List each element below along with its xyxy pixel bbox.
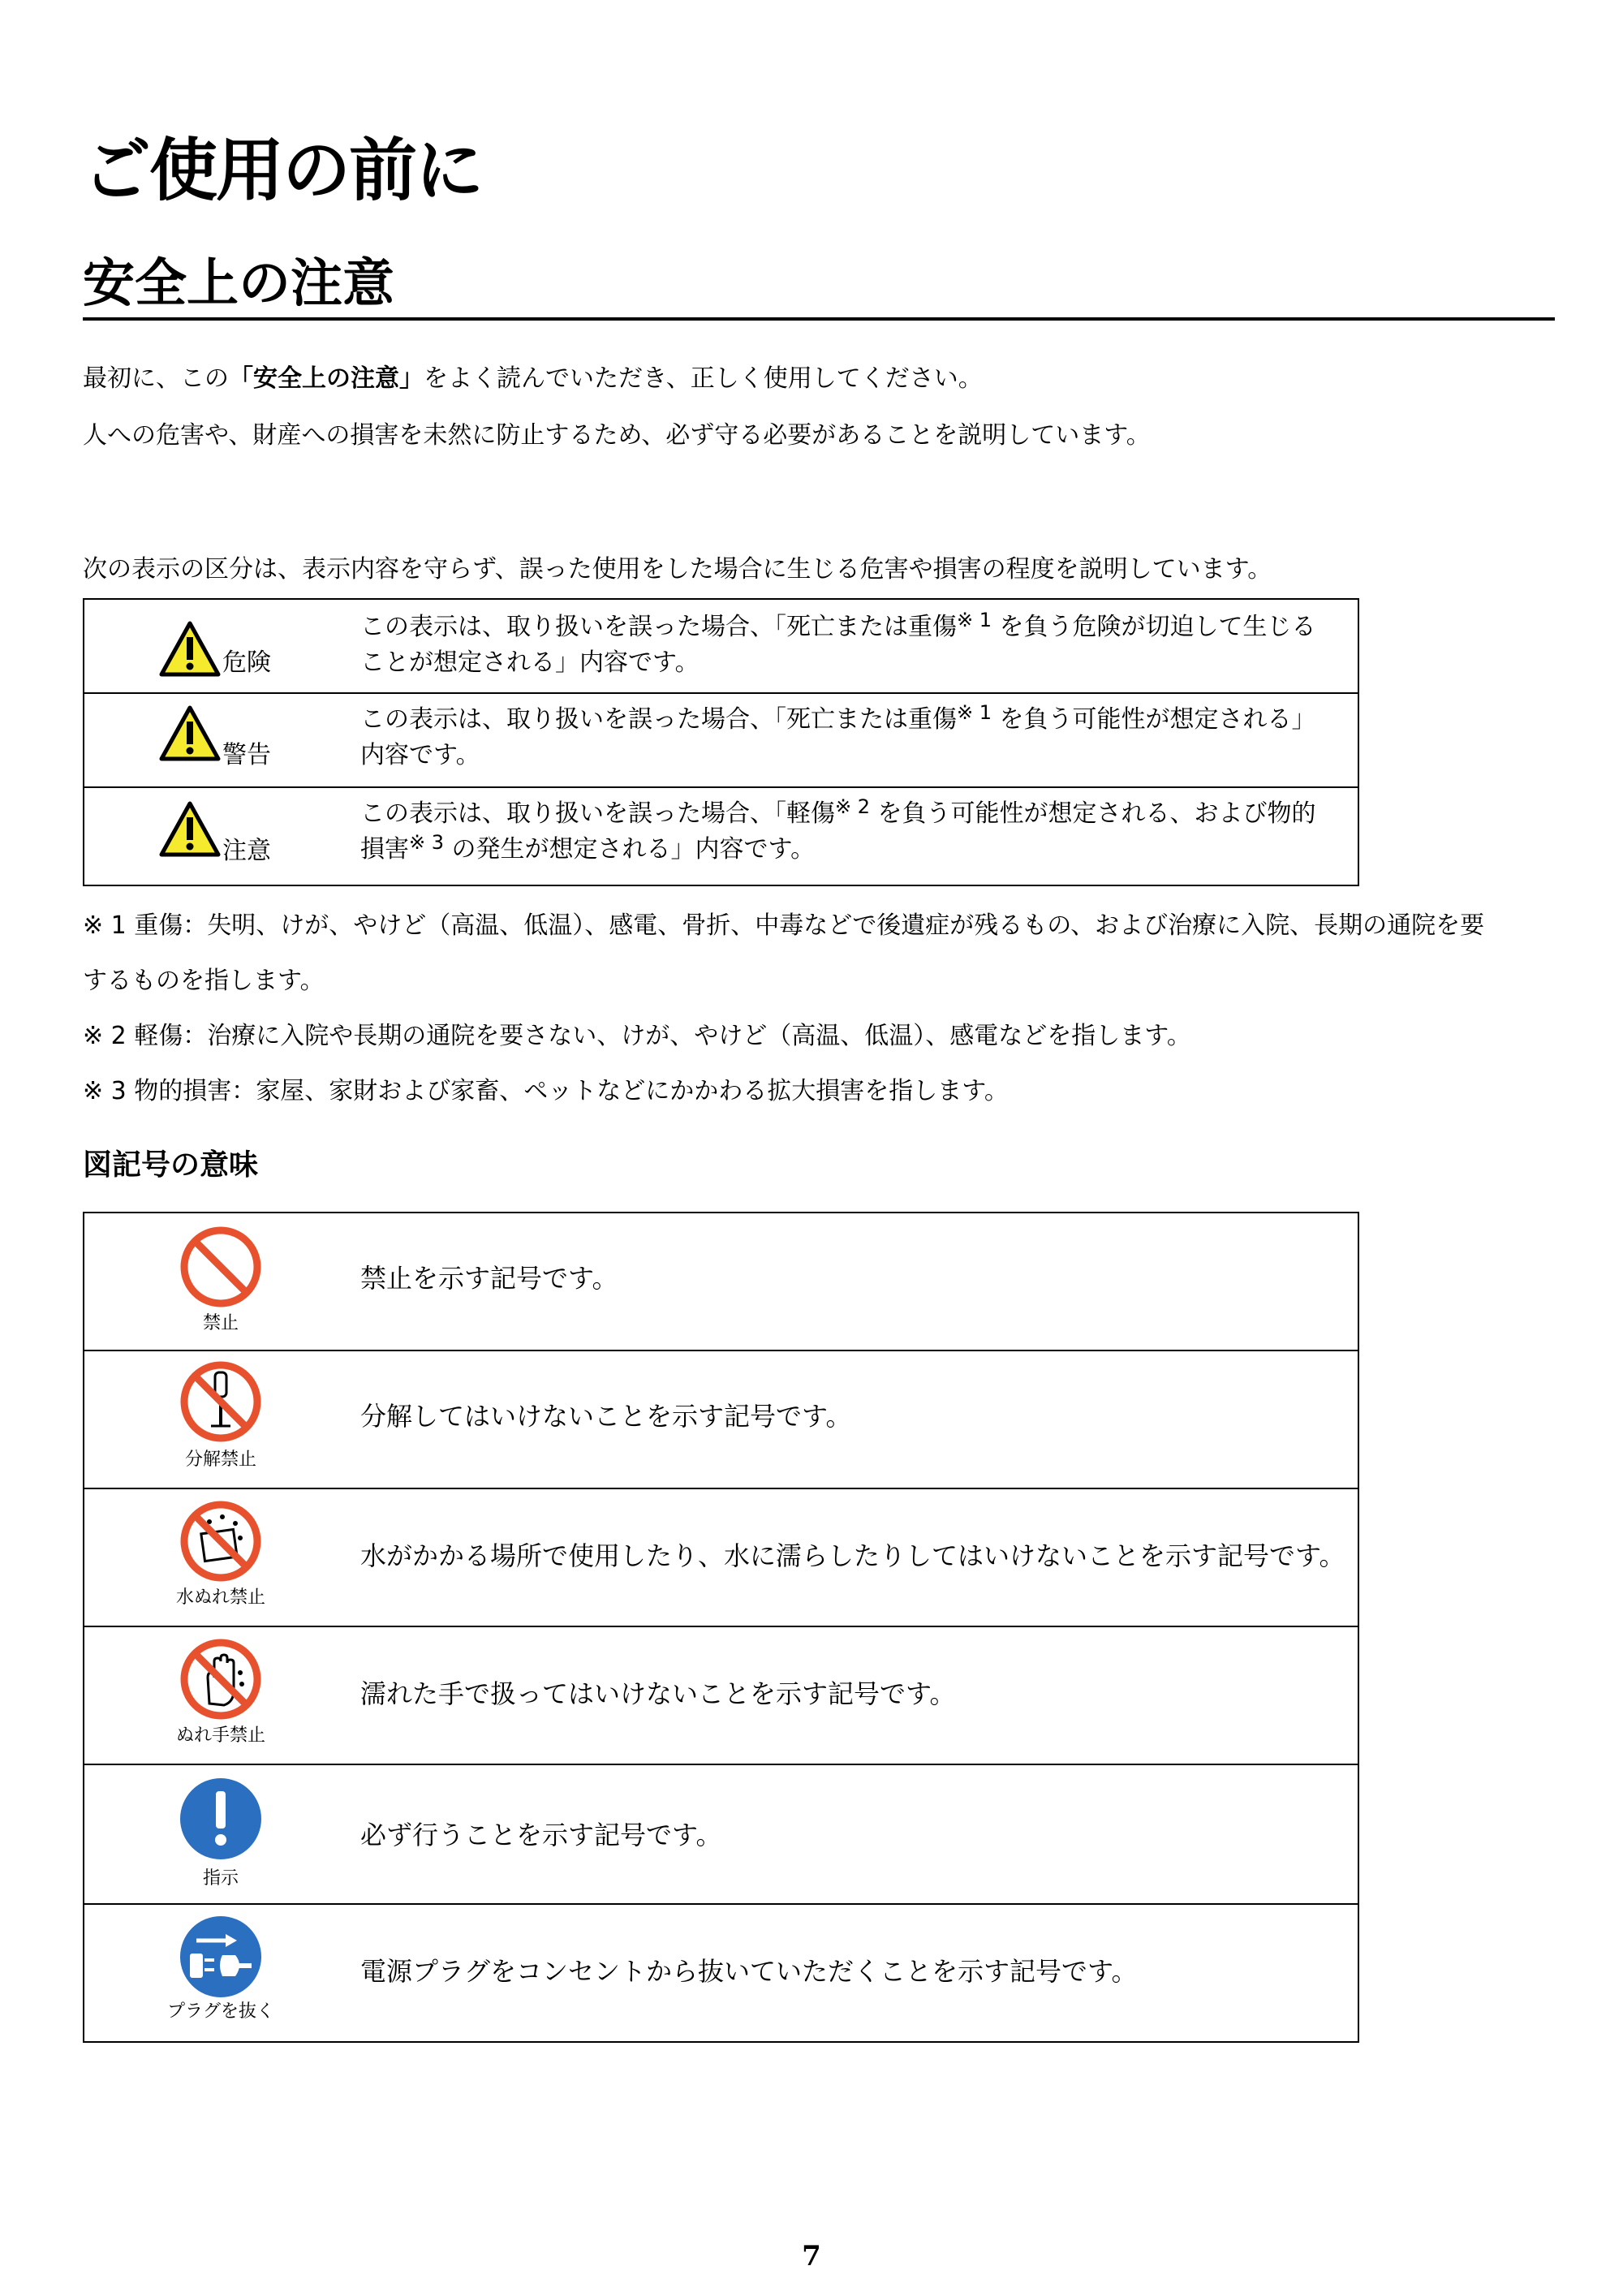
signal-label-danger: 危険: [222, 648, 271, 677]
symbol-caption: プラグを抜く: [166, 2001, 275, 2022]
symbol-caption: 水ぬれ禁止: [175, 1587, 266, 1608]
intro-line-1: 最初に、この「安全上の注意」をよく読んでいただき、正しく使用してください。: [83, 364, 983, 393]
footnote-ref: ※ 1: [957, 701, 992, 724]
symbol-row: [84, 1905, 1358, 2043]
symbol-caption: ぬれ手禁止: [175, 1725, 266, 1746]
no-disassembly-icon: [179, 1359, 263, 1444]
warning-triangle-icon: [159, 621, 221, 678]
footnote-ref: ※ 1: [957, 609, 992, 631]
footnote-1-line-2: するものを指します。: [83, 967, 325, 995]
title-underline: [83, 317, 1555, 321]
signal-desc-warning: この表示は、取り扱いを誤った場合、「死亡または重傷$^{※ 1}$ を負う可能性が想定される」内容です。: [360, 701, 1316, 769]
symbol-description: 電源プラグをコンセントから抜いていただくことを示す記号です。: [360, 1956, 1138, 1987]
signal-row-warning: [84, 694, 1358, 788]
symbol-row: [84, 1627, 1358, 1765]
signal-word-table: [83, 598, 1359, 886]
symbol-description: 濡れた手で扱ってはいけないことを示す記号です。: [360, 1678, 956, 1709]
no-water-icon: [179, 1499, 263, 1583]
intro-line-2: 人への危害や、財産への損害を未然に防止するため、必ず守る必要があることを説明しています。: [83, 421, 1151, 450]
footnote-3: ※ 3 物的損害：家屋、家財および家畜、ペットなどにかかわる拡大損害を指します。: [83, 1077, 1009, 1105]
signal-desc-danger: この表示は、取り扱いを誤った場合、「死亡または重傷$^{※ 1}$ を負う危険が切迫して生じることが想定される」内容です。: [360, 609, 1316, 677]
footnote-1-line-1: ※ 1 重傷：失明、けが、やけど（高温、低温）、感電、骨折、中毒などで後遺症が残るもの、および治療に入院、長期の通院を要: [83, 911, 1485, 940]
symbol-description: 水がかかる場所で使用したり、水に濡らしたりしてはいけないことを示す記号です。: [360, 1540, 1345, 1571]
unplug-icon: [179, 1915, 263, 1999]
classification-intro: 次の表示の区分は、表示内容を守らず、誤った使用をした場合に生じる危害や損害の程度を説明しています。: [83, 555, 1272, 584]
section-title: 安全上の注意: [83, 254, 394, 314]
footnote-ref: ※ 2: [835, 795, 871, 818]
signal-row-danger: [84, 600, 1358, 694]
symbol-row: [84, 1351, 1358, 1489]
signal-label-warning: 警告: [222, 741, 271, 769]
page-number: 7: [802, 2240, 821, 2272]
symbol-description: 禁止を示す記号です。: [360, 1263, 618, 1294]
symbol-caption: 指示: [202, 1868, 239, 1889]
symbols-table: [83, 1212, 1359, 2043]
signal-row-caution: [84, 788, 1358, 885]
footnote-ref: ※ 3: [409, 831, 445, 854]
symbol-caption: 分解禁止: [184, 1450, 257, 1470]
symbol-row: [84, 1765, 1358, 1905]
mandatory-icon: [179, 1777, 263, 1861]
warning-triangle-icon: [159, 801, 221, 858]
symbol-row: [84, 1489, 1358, 1627]
symbols-heading: 図記号の意味: [83, 1148, 259, 1182]
symbol-description: 分解してはいけないことを示す記号です。: [360, 1401, 852, 1432]
symbol-row: [84, 1213, 1358, 1351]
intro-emphasis: 「安全上の注意」: [229, 364, 424, 393]
no-wet-hands-icon: [179, 1637, 263, 1721]
symbol-caption: 禁止: [202, 1313, 239, 1333]
page-title: ご使用の前に: [83, 131, 483, 210]
signal-label-caution: 注意: [222, 837, 271, 865]
warning-triangle-icon: [159, 705, 221, 762]
prohibition-icon: [179, 1225, 263, 1309]
symbol-description: 必ず行うことを示す記号です。: [360, 1820, 722, 1850]
footnote-2: ※ 2 軽傷：治療に入院や長期の通院を要さない、けが、やけど（高温、低温）、感電などを指します。: [83, 1022, 1191, 1050]
signal-desc-caution: この表示は、取り扱いを誤った場合、「軽傷$^{※ 2}$ を負う可能性が想定される、および物的損害$^{※ 3}$ の発生が想定される」内容です。: [360, 795, 1316, 864]
